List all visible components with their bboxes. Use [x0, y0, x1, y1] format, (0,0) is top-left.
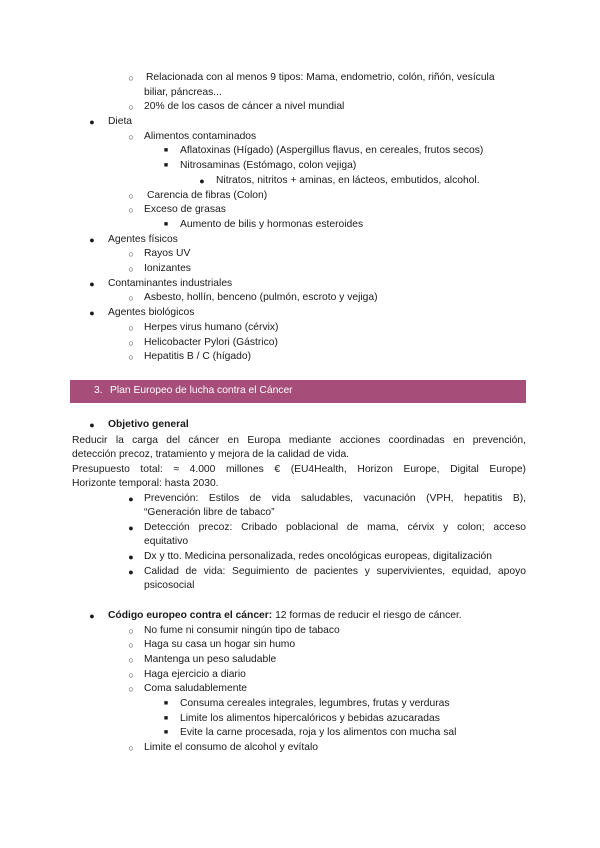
filled-bullet-icon: ● — [89, 420, 95, 430]
list-item-continuation: equitativo — [144, 536, 189, 547]
list-item: Calidad de vida: Seguimiento de pacientes y supervivientes, equidad, apoyo — [144, 566, 526, 577]
paragraph-line: detección precoz, tratamiento y mejora de la calidad de vida. — [72, 449, 350, 460]
hollow-bullet-icon: ○ — [128, 264, 134, 274]
square-bullet-icon: ■ — [163, 729, 169, 736]
list-item: Aumento de bilis y hormonas esteroides — [180, 219, 364, 230]
list-item: Consuma cereales integrales, legumbres, frutas y verduras — [180, 698, 450, 709]
filled-bullet-icon: ● — [128, 494, 134, 504]
list-item: Aflatoxinas (Hígado) (Aspergillus flavus, en cereales, frutos secos) — [180, 145, 484, 156]
list-item: Dx y tto. Medicina personalizada, redes oncológicas europeas, digitalización — [144, 551, 493, 562]
hollow-bullet-icon: ○ — [128, 338, 134, 348]
square-bullet-icon: ■ — [163, 221, 169, 228]
square-bullet-icon: ■ — [163, 700, 169, 707]
list-item-continuation: biliar, páncreas... — [144, 87, 222, 98]
list-item: Mantenga un peso saludable — [144, 654, 277, 665]
list-item: Nitrosaminas (Estómago, colon vejiga) — [180, 160, 357, 171]
list-item: Herpes virus humano (cérvix) — [144, 322, 279, 333]
timeframe-line: Horizonte temporal: hasta 2030. — [72, 478, 219, 489]
section-title: Plan Europeo de lucha contra el Cáncer — [110, 385, 293, 396]
square-bullet-icon: ■ — [163, 715, 169, 722]
list-item: Alimentos contaminados — [144, 131, 257, 142]
subsection-heading: Objetivo general — [108, 419, 189, 430]
hollow-bullet-icon: ○ — [128, 102, 134, 112]
list-item: Haga su casa un hogar sin humo — [144, 639, 296, 650]
list-item: Evite la carne procesada, roja y los alimentos con mucha sal — [180, 727, 457, 738]
list-item: Dieta — [108, 116, 133, 127]
list-item: Helicobacter Pylori (Gástrico) — [144, 337, 278, 348]
hollow-bullet-icon: ○ — [128, 670, 134, 680]
list-item: Nitratos, nitritos + aminas, en lácteos, embutidos, alcohol. — [216, 175, 480, 186]
filled-bullet-icon: ● — [89, 117, 95, 127]
code-heading: Código europeo contra el cáncer: — [108, 610, 273, 621]
filled-bullet-icon: ● — [89, 308, 95, 318]
list-item: Agentes físicos — [108, 234, 178, 245]
section-number: 3. — [94, 385, 103, 396]
hollow-bullet-icon: ○ — [128, 293, 134, 303]
square-bullet-icon: ■ — [163, 162, 169, 169]
list-item: Limite los alimentos hipercalóricos y bebidas azucaradas — [180, 713, 440, 724]
paragraph-line: Reducir la carga del cáncer en Europa mediante acciones coordinadas en prevención, — [72, 435, 526, 446]
list-item: Haga ejercicio a diario — [144, 669, 246, 680]
filled-bullet-icon: ● — [128, 552, 134, 562]
filled-bullet-icon: ● — [128, 567, 134, 577]
section-heading-bar — [70, 380, 526, 403]
hollow-bullet-icon: ○ — [128, 655, 134, 665]
hollow-bullet-icon: ○ — [128, 684, 134, 694]
hollow-bullet-icon: ○ — [128, 249, 134, 259]
list-item: Coma saludablemente — [144, 683, 248, 694]
list-item: No fume ni consumir ningún tipo de tabaco — [144, 625, 340, 636]
list-item: Hepatitis B / C (hígado) — [144, 351, 252, 362]
hollow-bullet-icon: ○ — [128, 743, 134, 753]
list-item: Exceso de grasas — [144, 204, 226, 215]
hollow-bullet-icon: ○ — [128, 205, 134, 215]
hollow-bullet-icon: ○ — [128, 132, 134, 142]
list-item: Agentes biológicos — [108, 307, 195, 318]
list-item: Limite el consumo de alcohol y evítalo — [144, 742, 318, 753]
filled-bullet-icon: ● — [89, 279, 95, 289]
hollow-bullet-icon: ○ — [128, 191, 134, 201]
hollow-bullet-icon: ○ — [128, 73, 134, 83]
code-heading-rest: 12 formas de reducir el riesgo de cáncer. — [272, 610, 462, 621]
budget-line: Presupuesto total: ≈ 4.000 millones € (EU4Health, Horizon Europe, Digital Europe) — [72, 464, 526, 475]
list-item: Asbesto, hollín, benceno (pulmón, escroto y vejiga) — [144, 292, 378, 303]
hollow-bullet-icon: ○ — [128, 640, 134, 650]
list-item: Ionizantes — [144, 263, 191, 274]
filled-bullet-icon: ● — [199, 176, 205, 186]
list-item: Prevención: Estilos de vida saludables, vacunación (VPH, hepatitis B), — [144, 493, 526, 504]
hollow-bullet-icon: ○ — [128, 352, 134, 362]
square-bullet-icon: ■ — [163, 147, 169, 154]
hollow-bullet-icon: ○ — [128, 323, 134, 333]
hollow-bullet-icon: ○ — [128, 626, 134, 636]
list-item: Contaminantes industriales — [108, 278, 233, 289]
filled-bullet-icon: ● — [89, 235, 95, 245]
list-item: Rayos UV — [144, 248, 191, 259]
list-item: Carencia de fibras (Colon) — [147, 190, 268, 201]
list-item-continuation: “Generación libre de tabaco” — [144, 507, 275, 518]
code-heading-line — [108, 609, 462, 624]
list-item-continuation: psicosocial — [144, 580, 195, 591]
list-item: Detección precoz: Cribado poblacional de mama, cérvix y colon; acceso — [144, 522, 526, 533]
filled-bullet-icon: ● — [128, 523, 134, 533]
list-item: Relacionada con al menos 9 tipos: Mama, endometrio, colón, riñón, vesícula — [146, 72, 495, 83]
filled-bullet-icon: ● — [89, 611, 95, 621]
list-item: 20% de los casos de cáncer a nivel mundial — [144, 101, 345, 112]
